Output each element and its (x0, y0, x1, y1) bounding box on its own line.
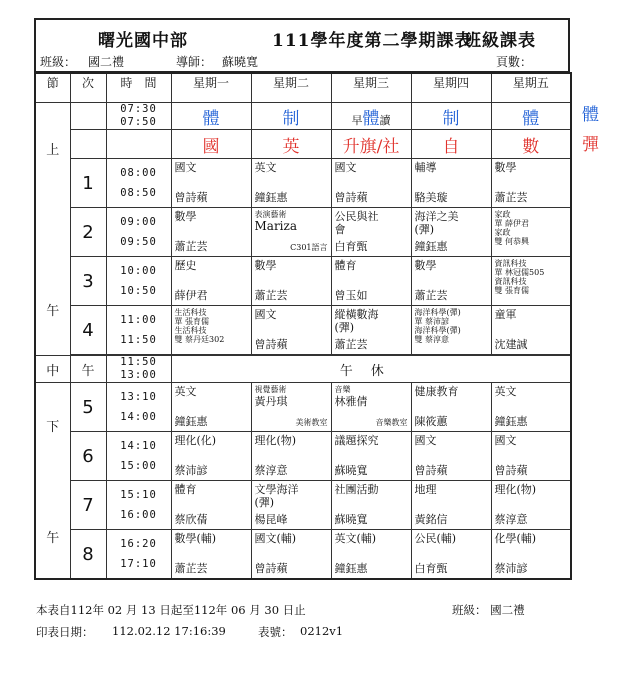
teacher: 黃銘信 (414, 513, 448, 526)
segment-morning-top: 上 (46, 143, 60, 158)
subject: 輔導 (414, 161, 437, 174)
period-row-5 (35, 383, 571, 432)
subject: 視覺藝術 (254, 385, 287, 394)
period-end: 17:10 (120, 557, 157, 570)
early-row-1 (35, 103, 571, 130)
class-cell (251, 306, 331, 355)
early2-fri: 數 (491, 130, 571, 159)
teacher: 曾詩蘋 (254, 562, 288, 575)
class-cell (491, 530, 571, 580)
subject: 健康教育 (414, 385, 459, 398)
class-cell (171, 383, 251, 432)
early-fri: 體 (491, 103, 571, 130)
col-wed: 星期三 (331, 73, 411, 103)
subject: 理化(物) (254, 434, 297, 447)
teacher: 白育甄 (414, 562, 448, 575)
subject-line: 單 薛伊君 (494, 219, 530, 228)
period-end: 16:00 (120, 508, 157, 521)
class-cell (411, 481, 491, 530)
period-time (106, 208, 171, 257)
class-cell (251, 530, 331, 580)
room: 音樂教室 (375, 418, 408, 427)
teacher: 曾詩蘋 (414, 464, 448, 477)
subject-line: 雙 蔡丹廷302 (174, 335, 225, 344)
subject: 表演藝術 (254, 210, 287, 219)
early-wed (331, 103, 411, 130)
page-label: 頁數： (496, 55, 533, 69)
period-row-3 (35, 257, 571, 306)
teacher: 蕭芷芸 (174, 562, 208, 575)
side-note-bottom: 彈 (582, 135, 599, 155)
subject: 國文 (494, 434, 517, 447)
period-row-6 (35, 432, 571, 481)
footer-print-date: 112.02.12 17:16:39 (112, 624, 226, 638)
teacher-name: 林雅倩 (334, 395, 368, 408)
subject: 數學(輔) (174, 532, 217, 545)
early-wed-prefix: 早 (351, 113, 363, 127)
subject-line: 家政 (494, 228, 511, 237)
page-title: 111學年度第二學期課表 (272, 31, 473, 51)
period-time (106, 306, 171, 355)
subject-line: 海洋科學(彈) (414, 326, 461, 335)
class-value: 國二禮 (88, 55, 125, 69)
col-section: 節 (35, 73, 70, 103)
early-wed-suffix: 讀 (379, 113, 391, 127)
early-time-2 (106, 130, 171, 159)
period-row-4 (35, 306, 571, 355)
period-time (106, 530, 171, 580)
period-end: 09:50 (120, 235, 157, 248)
period-time (106, 159, 171, 208)
noon-start: 11:50 (120, 356, 157, 368)
period-number: 3 (70, 257, 106, 306)
early-row-2 (35, 130, 571, 159)
subject: 童軍 (494, 308, 517, 321)
class-cell (331, 432, 411, 481)
early-time-end: 07:50 (120, 116, 157, 128)
subject: 公民(輔) (414, 532, 457, 545)
subject: 生活科技 (174, 308, 207, 317)
teacher: 曾詩蘋 (334, 191, 368, 204)
noon-time (106, 356, 171, 383)
period-number: 1 (70, 159, 106, 208)
teacher: 蕭芷芸 (494, 191, 528, 204)
period-start: 14:10 (120, 439, 157, 452)
period-number: 5 (70, 383, 106, 432)
class-cell (411, 383, 491, 432)
class-cell (331, 383, 411, 432)
subject: 歷史 (174, 259, 197, 272)
teacher: 蕭芷芸 (414, 289, 448, 302)
teacher-label: 導師： (176, 55, 213, 69)
subject: 理化(化) (174, 434, 217, 447)
subject: 英文 (254, 161, 277, 174)
header-row (35, 73, 571, 103)
period-start: 16:20 (120, 537, 157, 550)
subject: 音樂 (334, 385, 351, 394)
early-time (106, 103, 171, 130)
class-cell (411, 208, 491, 257)
class-cell (331, 530, 411, 580)
subject-cont: 會 (334, 223, 346, 236)
class-cell (171, 159, 251, 208)
period-end: 08:50 (120, 186, 157, 199)
teacher: 鐘鈺惠 (254, 191, 288, 204)
footer-form-no: 0212v1 (300, 624, 344, 638)
period-start: 10:00 (120, 264, 157, 277)
timetable (34, 72, 572, 580)
teacher: 薛伊君 (174, 289, 208, 302)
subject: 數學 (174, 210, 197, 223)
early-tue: 制 (251, 103, 331, 130)
class-cell (331, 306, 411, 355)
teacher: 蔡淳意 (254, 464, 288, 477)
subject-line: 雙 張育儒 (494, 286, 530, 295)
subject: 海洋科學(彈) (414, 308, 461, 317)
col-time: 時 間 (106, 73, 171, 103)
early-order-1 (70, 103, 106, 130)
col-fri: 星期五 (491, 73, 571, 103)
period-number: 7 (70, 481, 106, 530)
early-thu: 制 (411, 103, 491, 130)
period-number: 6 (70, 432, 106, 481)
period-time (106, 257, 171, 306)
subject-line: 資訊科技 (494, 277, 527, 286)
teacher: 蔡沛諺 (494, 562, 528, 575)
early-wed-mid: 體 (362, 108, 380, 129)
subject: 資訊科技 (494, 259, 527, 268)
class-cell (171, 306, 251, 355)
early2-mon: 國 (171, 130, 251, 159)
teacher: 沈建誠 (494, 338, 528, 351)
teacher: 曾詩蘋 (254, 338, 288, 351)
class-cell (491, 257, 571, 306)
class-cell (411, 257, 491, 306)
segment-noon-right: 午 (70, 356, 106, 383)
segment-afternoon (35, 383, 70, 580)
subject: 化學(輔) (494, 532, 537, 545)
subject: 國文 (174, 161, 197, 174)
teacher: 曾詩蘋 (494, 464, 528, 477)
noon-row (35, 356, 571, 383)
class-cell (411, 432, 491, 481)
teacher-name: 黃丹琪 (254, 395, 288, 408)
period-row-2 (35, 208, 571, 257)
subject: 家政 (494, 210, 511, 219)
class-cell (491, 306, 571, 355)
class-cell (331, 257, 411, 306)
subject: 英文 (494, 385, 517, 398)
subject: 文學海洋 (254, 483, 299, 496)
table-kind: 班級課表 (464, 31, 536, 51)
col-mon: 星期一 (171, 73, 251, 103)
segment-morning-bottom: 午 (46, 304, 60, 319)
subject: 公民與社 (334, 210, 379, 223)
teacher-name: Mariza (254, 219, 297, 233)
early-time-start: 07:30 (120, 103, 157, 115)
period-end: 10:50 (120, 284, 157, 297)
footer-class: 班級： 國二禮 (452, 603, 525, 617)
early-mon: 體 (171, 103, 251, 130)
period-end: 15:00 (120, 459, 157, 472)
footer-print-label: 印表日期： (36, 625, 94, 639)
subject-line: 生活科技 (174, 326, 207, 335)
class-cell (251, 159, 331, 208)
subject: 縱橫數海 (334, 308, 379, 321)
subject-cont: (彈) (254, 496, 275, 509)
subject-cont: (彈) (414, 223, 435, 236)
segment-noon-left: 中 (35, 356, 70, 383)
room: 美術教室 (295, 418, 328, 427)
teacher: 鐘鈺惠 (334, 562, 368, 575)
class-cell (491, 481, 571, 530)
room: C301語言 (290, 243, 328, 252)
period-number: 2 (70, 208, 106, 257)
period-start: 11:00 (120, 313, 157, 326)
early2-wed: 升旗/社 (331, 130, 411, 159)
class-cell (331, 481, 411, 530)
class-cell (171, 530, 251, 580)
subject-line: 雙 何恭興 (494, 237, 530, 246)
subject-line: 雙 蔡淳意 (414, 335, 450, 344)
title-row (34, 18, 570, 50)
col-order: 次 (70, 73, 106, 103)
period-start: 15:10 (120, 488, 157, 501)
teacher-value: 蘇曉寬 (222, 55, 259, 69)
subject: 數學 (494, 161, 517, 174)
subject: 國文(輔) (254, 532, 297, 545)
subject: 地理 (414, 483, 437, 496)
subject-line: 單 林冠儒505 (494, 268, 545, 277)
teacher: 蔡欣蒨 (174, 513, 208, 526)
period-end: 14:00 (120, 410, 157, 423)
footer-range: 本表自112年 02 月 13 日起至112年 06 月 30 日止 (36, 603, 306, 617)
subject: 數學 (254, 259, 277, 272)
subject: 數學 (414, 259, 437, 272)
noon-break: 午休 (171, 356, 571, 383)
teacher: 蘇曉寬 (334, 513, 368, 526)
period-row-8 (35, 530, 571, 580)
class-cell (411, 159, 491, 208)
class-cell (171, 257, 251, 306)
class-cell (251, 208, 331, 257)
class-cell (171, 208, 251, 257)
teacher: 鐘鈺惠 (414, 240, 448, 253)
class-cell (251, 432, 331, 481)
subject: 英文 (174, 385, 197, 398)
subject-line: 單 張育儒 (174, 317, 210, 326)
class-cell (171, 432, 251, 481)
period-time (106, 481, 171, 530)
class-cell (411, 306, 491, 355)
early2-thu: 自 (411, 130, 491, 159)
segment-afternoon-bottom: 午 (46, 530, 60, 546)
period-number: 8 (70, 530, 106, 580)
class-cell (331, 208, 411, 257)
subject: 理化(物) (494, 483, 537, 496)
period-end: 11:50 (120, 333, 157, 346)
early-order-2 (70, 130, 106, 159)
class-cell (491, 208, 571, 257)
subject: 海洋之美 (414, 210, 459, 223)
subject: 議題探究 (334, 434, 379, 447)
teacher: 蘇曉寬 (334, 464, 368, 477)
period-number: 4 (70, 306, 106, 355)
period-start: 09:00 (120, 215, 157, 228)
period-row-7 (35, 481, 571, 530)
subject: 國文 (254, 308, 277, 321)
teacher: 鐘鈺惠 (494, 415, 528, 428)
subject-line: 單 蔡沛諺 (414, 317, 450, 326)
noon-end: 13:00 (120, 369, 157, 381)
subject: 國文 (414, 434, 437, 447)
school-name: 曙光國中部 (98, 31, 188, 51)
class-cell (491, 383, 571, 432)
segment-morning (35, 103, 70, 356)
subject: 體育 (174, 483, 197, 496)
subject: 社團活動 (334, 483, 379, 496)
teacher: 蔡淳意 (494, 513, 528, 526)
teacher: 駱美璇 (414, 191, 448, 204)
class-cell (491, 432, 571, 481)
teacher: 蔡沛諺 (174, 464, 208, 477)
side-note-top: 體 (582, 105, 599, 125)
class-cell (171, 481, 251, 530)
teacher: 陳筱蕙 (414, 415, 448, 428)
subject: 體育 (334, 259, 357, 272)
period-time (106, 383, 171, 432)
teacher: 楊昆峰 (254, 513, 288, 526)
col-tue: 星期二 (251, 73, 331, 103)
teacher: 蕭芷芸 (174, 240, 208, 253)
early2-tue: 英 (251, 130, 331, 159)
class-cell (331, 159, 411, 208)
subject-cont: (彈) (334, 321, 355, 334)
teacher: 蕭芷芸 (254, 289, 288, 302)
teacher: 鐘鈺惠 (174, 415, 208, 428)
class-cell (491, 159, 571, 208)
info-row (34, 50, 570, 72)
col-thu: 星期四 (411, 73, 491, 103)
period-time (106, 432, 171, 481)
period-start: 13:10 (120, 390, 157, 403)
teacher: 白育甄 (334, 240, 368, 253)
teacher: 蕭芷芸 (334, 338, 368, 351)
class-label: 班級： (40, 55, 77, 69)
teacher: 曾玉如 (334, 289, 368, 302)
class-cell (251, 257, 331, 306)
period-row-1 (35, 159, 571, 208)
class-cell (251, 383, 331, 432)
subject: 英文(輔) (334, 532, 377, 545)
footer-form-label: 表號： (258, 625, 293, 639)
segment-afternoon-top: 下 (46, 419, 60, 435)
class-cell (251, 481, 331, 530)
teacher: 曾詩蘋 (174, 191, 208, 204)
class-cell (411, 530, 491, 580)
subject: 國文 (334, 161, 357, 174)
period-start: 08:00 (120, 166, 157, 179)
